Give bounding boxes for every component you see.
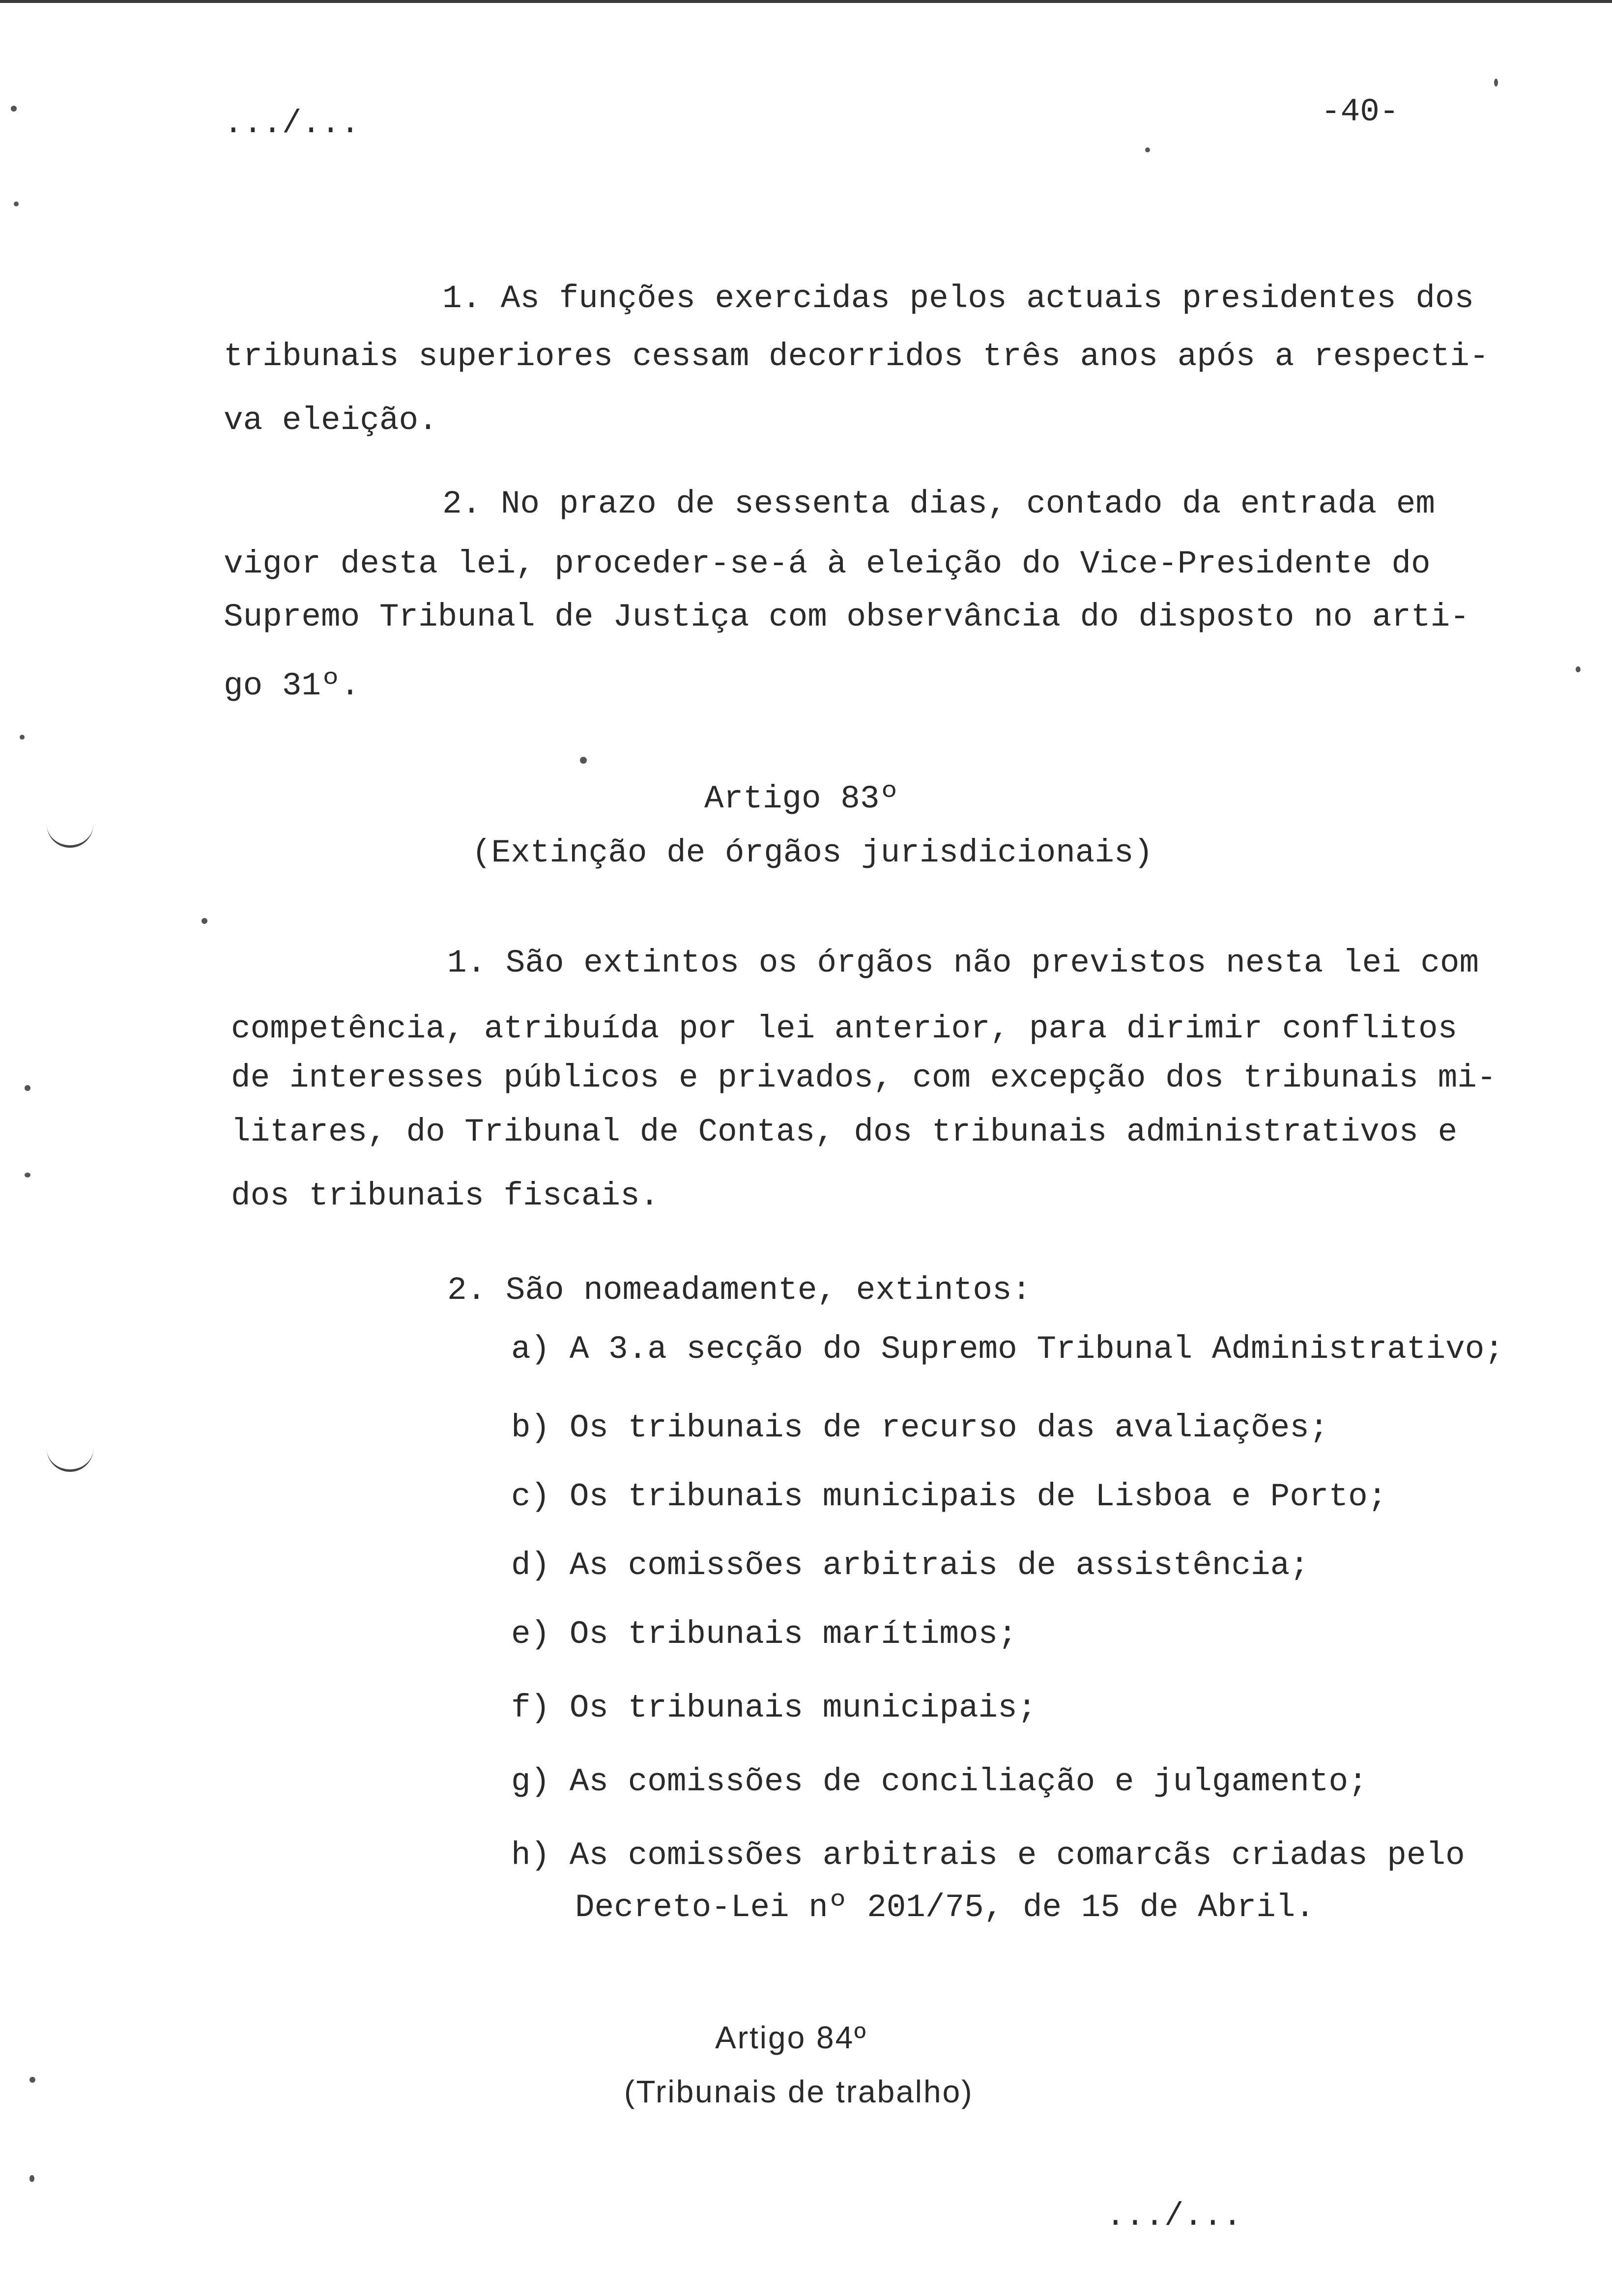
- art83-item-h-cont: Decreto-Lei nº 201/75, de 15 de Abril.: [575, 1889, 1315, 1926]
- art82-p2-line2: vigor desta lei, proceder-se-á à eleição do Vice-Presidente do: [224, 545, 1431, 582]
- header-continuation-mark: .../...: [224, 105, 360, 142]
- art83-p1-line2: competência, atribuída por lei anterior, para dirimir conflitos: [231, 1010, 1458, 1047]
- art83-item-e: e) Os tribunais marítimos;: [511, 1616, 1017, 1653]
- scan-speck: [1576, 666, 1581, 672]
- art83-item-h: h) As comissões arbitrais e comarcãs criadas pelo: [511, 1837, 1465, 1874]
- binder-hole-mark: [47, 1440, 93, 1472]
- scan-speck: [29, 2175, 34, 2182]
- footer-continuation-mark: .../...: [1106, 2198, 1242, 2235]
- art83-p1-line3: de interesses públicos e privados, com excepção dos tribunais mi-: [231, 1060, 1497, 1096]
- scan-speck: [25, 1173, 30, 1177]
- art84-title: Artigo 84º: [715, 2020, 867, 2055]
- page-number: -40-: [1321, 93, 1399, 130]
- art83-item-d: d) As comissões arbitrais de assistência;: [511, 1547, 1309, 1584]
- scan-speck: [1494, 79, 1498, 86]
- art83-p1-line1: 1. São extintos os órgãos não previstos nesta lei com: [447, 945, 1479, 981]
- scan-speck: [11, 106, 17, 112]
- scan-speck: [202, 918, 207, 924]
- art83-item-g: g) As comissões de conciliação e julgamento;: [511, 1763, 1368, 1800]
- art83-item-a: a) A 3.a secção do Supremo Tribunal Administrativo;: [511, 1331, 1504, 1368]
- art83-subtitle: (Extinção de órgãos jurisdicionais): [472, 834, 1153, 871]
- scan-speck: [29, 2077, 35, 2083]
- binder-hole-mark: [47, 816, 93, 848]
- art82-p2-line4: go 31º.: [224, 667, 360, 704]
- scan-speck: [25, 1085, 30, 1091]
- scan-speck: [14, 201, 19, 206]
- art83-p1-line4: litares, do Tribunal de Contas, dos tribunais administrativos e: [231, 1114, 1458, 1150]
- art82-p1-line1: 1. As funções exercidas pelos actuais presidentes dos: [442, 280, 1474, 317]
- art83-item-b: b) Os tribunais de recurso das avaliações;: [511, 1409, 1329, 1446]
- scan-speck: [1145, 147, 1150, 152]
- art84-subtitle: (Tribunais de trabalho): [624, 2074, 974, 2109]
- art83-item-c: c) Os tribunais municipais de Lisboa e Porto;: [511, 1478, 1387, 1515]
- art83-title: Artigo 83º: [704, 780, 899, 817]
- top-border-line: [0, 0, 1612, 3]
- art82-p1-line2: tribunais superiores cessam decorridos três anos após a respecti-: [224, 338, 1489, 375]
- art82-p1-line3: va eleição.: [224, 402, 438, 439]
- art82-p2-line1: 2. No prazo de sessenta dias, contado da entrada em: [442, 486, 1435, 522]
- art83-item-f: f) Os tribunais municipais;: [511, 1690, 1037, 1726]
- scan-speck: [580, 757, 587, 764]
- art82-p2-line3: Supremo Tribunal de Justiça com observância do disposto no arti-: [224, 599, 1469, 635]
- art83-p2-intro: 2. São nomeadamente, extintos:: [447, 1272, 1032, 1309]
- scan-speck: [20, 735, 25, 740]
- art83-p1-line5: dos tribunais fiscais.: [231, 1177, 660, 1214]
